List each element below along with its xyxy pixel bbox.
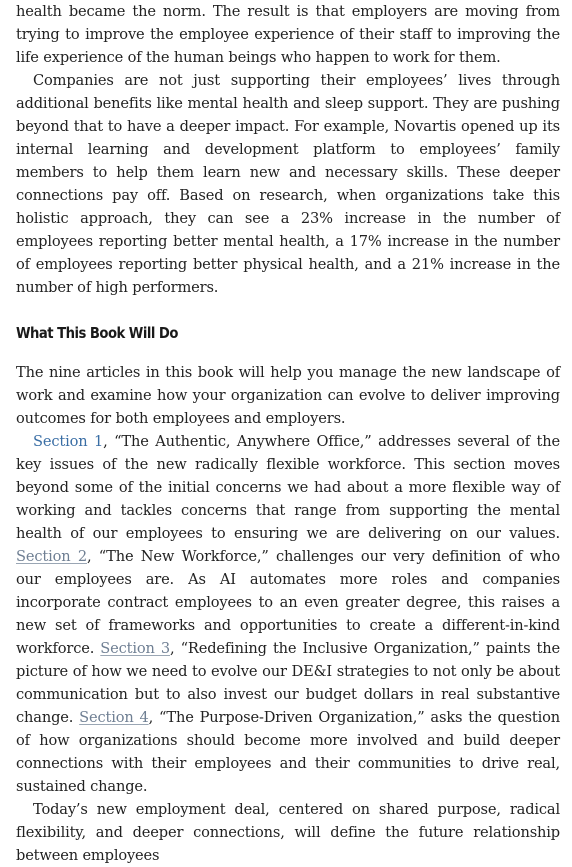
body-paragraph: health became the norm. The result is that employers are moving from trying to improve the employee experience of their staff to improving the life experience of the human beings who happen to work for them. (16, 3, 560, 66)
paragraph-text: , “The New Workforce,” challenges our very definition of who our employees are. As AI automates more roles and companies incorporate contract employees to an even greater degree, this raises a new set of frameworks and opportunities to create a different-in-kind workforce. (16, 548, 560, 657)
body-paragraph: Companies are not just supporting their employees’ lives through additional benefits like mental health and sleep support. They are pushing beyond that to have a deeper impact. For example, Novartis opened up its internal learning and development platform to employees’ family members to help them learn new and necessary skills. These deeper connections pay off. Based on research, when organizations take this holistic approach, they can see a 23% increase in the number of employees reporting better mental health, a 17% increase in the number of employees reporting better physical health, and a 21% increase in the number of high performers. (16, 72, 560, 296)
body-paragraph: Today’s new employment deal, centered on shared purpose, radical flexibility, and deeper connections, will define the future relationship between employees (16, 801, 560, 864)
paragraph-text: , “The Purpose-Driven Organization,” asks the question of how organizations should become more involved and build deeper connections with their employees and their communities to drive real, sustained change. (16, 709, 560, 795)
paragraph-text: , “The Authentic, Anywhere Office,” addresses several of the key issues of the new radically flexible workforce. This section moves beyond some of the initial concerns we had about a more flexible way of working and tackles concerns that range from supporting the mental health of our employees to ensuring we are delivering on our values. (16, 433, 560, 542)
section-heading: What This Book Will Do (16, 324, 178, 342)
paragraph-text: , “Redefining the Inclusive Organization,” paints the picture of how we need to evolve our DE&I strategies to not only be about communication but to also invest our budget dollars in real substantive change. (16, 640, 560, 726)
section-2-link[interactable]: Section 2 (16, 548, 87, 565)
body-paragraph: The nine articles in this book will help you manage the new landscape of work and examine how your organization can evolve to deliver improving outcomes for both employees and employers. (16, 364, 560, 427)
section-3-link[interactable]: Section 3 (100, 640, 170, 657)
document-page (16, 0, 560, 867)
body-paragraph (16, 430, 560, 798)
section-4-link[interactable]: Section 4 (79, 709, 149, 726)
section-1-link[interactable]: Section 1 (33, 433, 104, 450)
